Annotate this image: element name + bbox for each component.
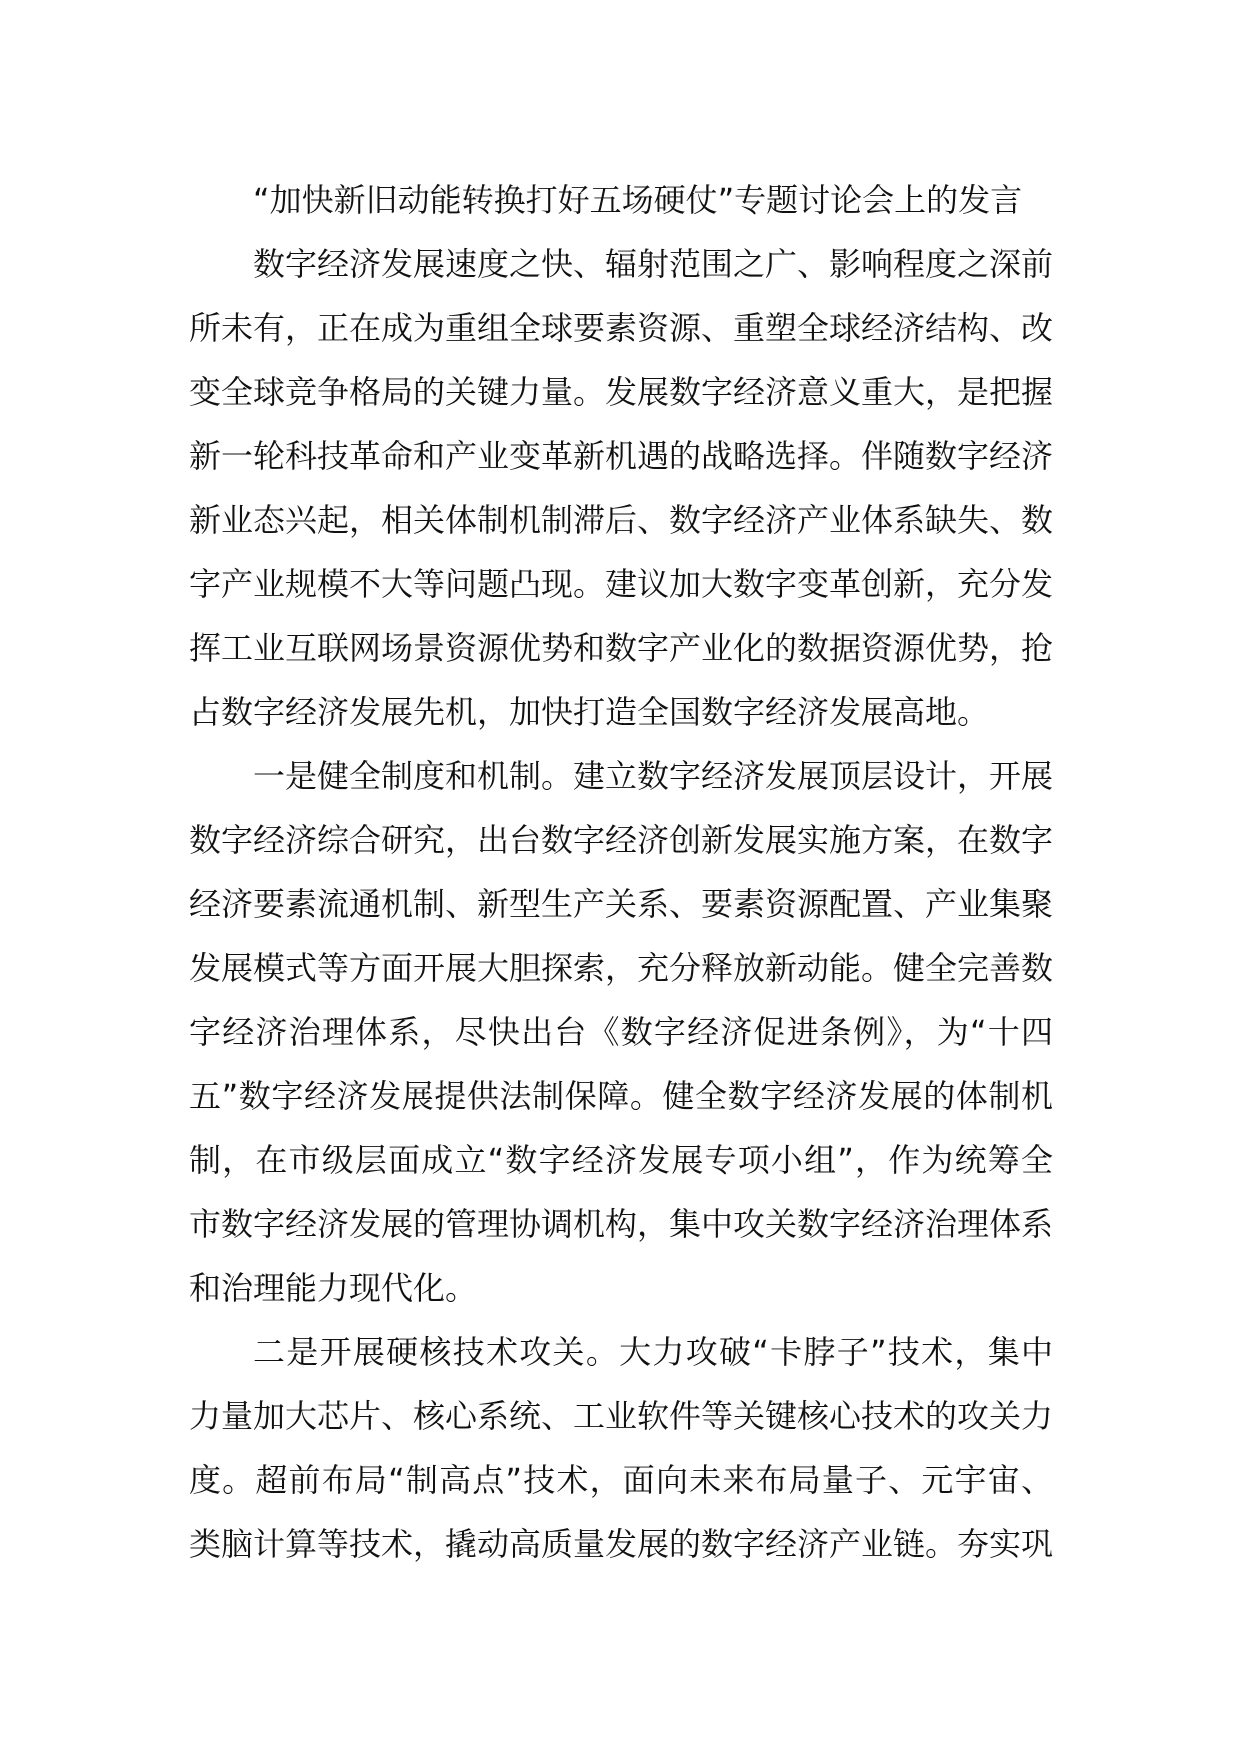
paragraph-point-two: 二是开展硬核技术攻关。大力攻破“卡脖子”技术，集中力量加大芯片、核心系统、工业软件等关键核心技术的攻关力度。超前布局“制高点”技术，面向未来布局量子、元宇宙、类脑计算等技术，撬动高质量发展的数字经济产业链。夯实巩 — [189, 1333, 1054, 1563]
paragraph-intro: 数字经济发展速度之快、辐射范围之广、影响程度之深前所未有，正在成为重组全球要素资源、重塑全球经济结构、改变全球竞争格局的关键力量。发展数字经济意义重大，是把握新一轮科技革命和产业变革新机遇的战略选择。伴随数字经济新业态兴起，相关体制机制滞后、数字经济产业体系缺失、数字产业规模不大等问题凸现。建议加大数字变革创新，充分发挥工业互联网场景资源优势和数字产业化的数据资源优势，抢占数字经济发展先机，加快打造全国数字经济发展高地。 — [189, 245, 1054, 731]
paragraph-point-one: 一是健全制度和机制。建立数字经济发展顶层设计，开展数字经济综合研究，出台数字经济创新发展实施方案，在数字经济要素流通机制、新型生产关系、要素资源配置、产业集聚发展模式等方面开展大胆探索，充分释放新动能。健全完善数字经济治理体系，尽快出台《数字经济促进条例》，为“十四五”数字经济发展提供法制保障。健全数字经济发展的体制机制，在市级层面成立“数字经济发展专项小组”，作为统筹全市数字经济发展的管理协调机构，集中攻关数字经济治理体系和治理能力现代化。 — [189, 757, 1054, 1307]
document-body — [189, 168, 1053, 1576]
document-title: “加快新旧动能转换打好五场硬仗”专题讨论会上的发言 — [253, 181, 1023, 219]
